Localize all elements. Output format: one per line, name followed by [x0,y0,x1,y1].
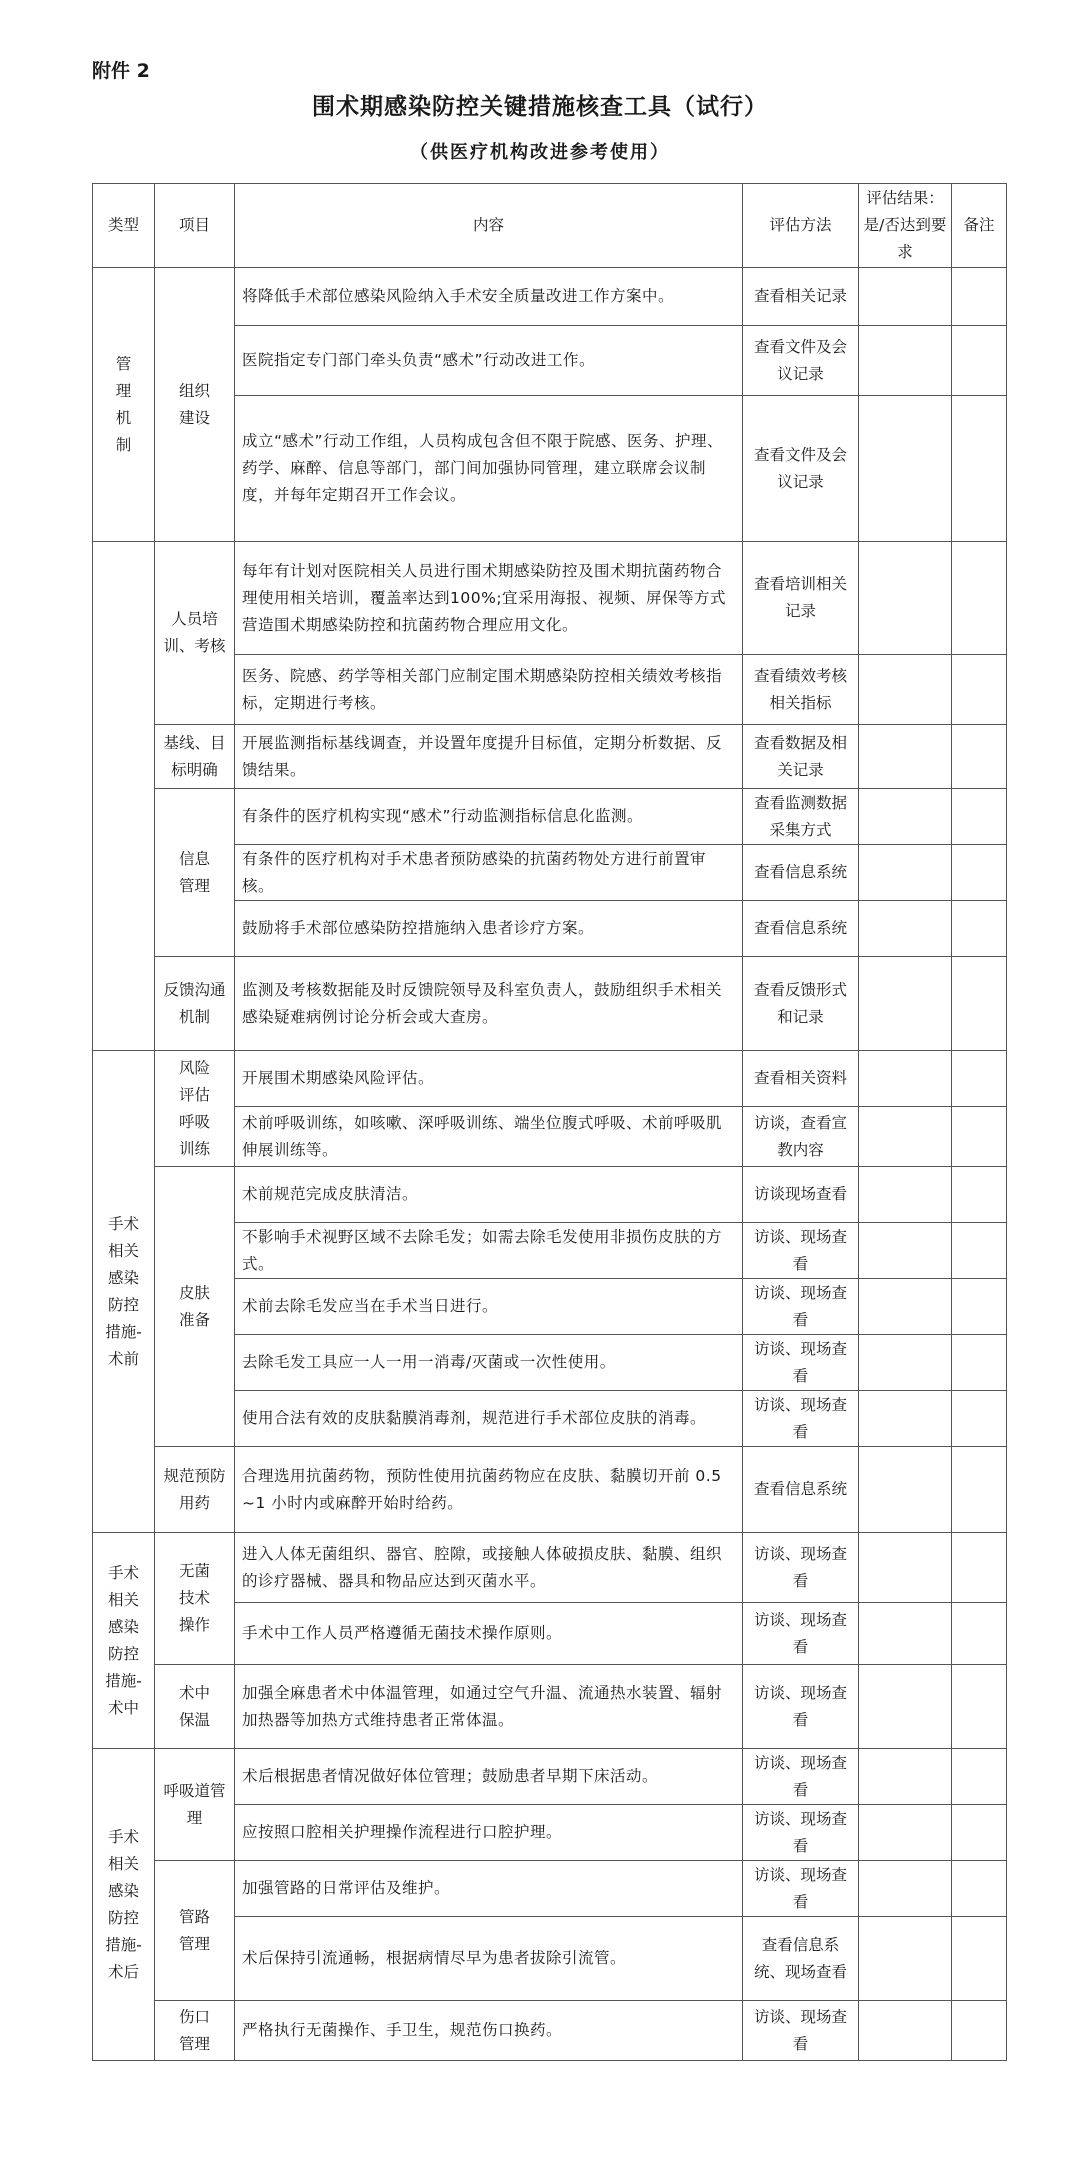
result-cell[interactable] [859,1665,952,1749]
note-cell[interactable] [952,655,1007,725]
table-header-row [93,184,1007,268]
content-cell: 术后根据患者情况做好体位管理；鼓励患者早期下床活动。 [235,1749,743,1805]
note-cell[interactable] [952,1447,1007,1533]
method-cell: 访谈现场查看 [743,1167,859,1223]
header-type: 类型 [93,184,155,268]
content-cell: 有条件的医疗机构实现“感术”行动监测指标信息化监测。 [235,789,743,845]
result-cell[interactable] [859,957,952,1051]
result-cell[interactable] [859,655,952,725]
result-cell[interactable] [859,1223,952,1279]
result-cell[interactable] [859,901,952,957]
result-cell[interactable] [859,1051,952,1107]
table-row [93,1051,1007,1107]
note-cell[interactable] [952,1279,1007,1335]
note-cell[interactable] [952,542,1007,655]
content-cell: 使用合法有效的皮肤黏膜消毒剂，规范进行手术部位皮肤的消毒。 [235,1391,743,1447]
content-cell: 每年有计划对医院相关人员进行围术期感染防控及围术期抗菌药物合理使用相关培训，覆盖率达到100%;宜采用海报、视频、屏保等方式营造围术期感染防控和抗菌药物合理应用文化。 [235,542,743,655]
result-cell[interactable] [859,1335,952,1391]
result-cell[interactable] [859,789,952,845]
method-cell: 查看文件及会议记录 [743,326,859,396]
method-cell: 访谈、现场查看 [743,1861,859,1917]
content-cell: 加强管路的日常评估及维护。 [235,1861,743,1917]
item-cell: 皮肤准备 [155,1167,235,1447]
note-cell[interactable] [952,396,1007,542]
content-cell: 合理选用抗菌药物，预防性使用抗菌药物应在皮肤、黏膜切开前 0.5~1 小时内或麻醉开始时给药。 [235,1447,743,1533]
header-result: 评估结果：是/否达到要求 [859,184,952,268]
table-row [93,1665,1007,1749]
method-cell: 访谈、现场查看 [743,1665,859,1749]
item-cell: 呼吸道管理 [155,1749,235,1861]
method-cell: 查看绩效考核相关指标 [743,655,859,725]
checklist-table [92,183,1007,2061]
result-cell[interactable] [859,396,952,542]
note-cell[interactable] [952,957,1007,1051]
header-item: 项目 [155,184,235,268]
method-cell: 查看监测数据采集方式 [743,789,859,845]
item-cell: 无菌技术操作 [155,1533,235,1665]
method-cell: 访谈、现场查看 [743,1805,859,1861]
content-cell: 医务、院感、药学等相关部门应制定围术期感染防控相关绩效考核指标，定期进行考核。 [235,655,743,725]
method-cell: 查看信息系统 [743,901,859,957]
content-cell: 监测及考核数据能及时反馈院领导及科室负责人，鼓励组织手术相关感染疑难病例讨论分析会或大查房。 [235,957,743,1051]
content-cell: 开展监测指标基线调查，并设置年度提升目标值，定期分析数据、反馈结果。 [235,725,743,789]
note-cell[interactable] [952,1223,1007,1279]
item-cell: 信息管理 [155,789,235,957]
method-cell: 查看信息系统 [743,1447,859,1533]
note-cell[interactable] [952,326,1007,396]
note-cell[interactable] [952,1533,1007,1603]
header-content: 内容 [235,184,743,268]
item-cell: 术中保温 [155,1665,235,1749]
table-row [93,2001,1007,2061]
item-label: 风险评估 [178,1058,210,1104]
note-cell[interactable] [952,1917,1007,2001]
note-cell[interactable] [952,1861,1007,1917]
note-cell[interactable] [952,1665,1007,1749]
method-cell: 查看反馈形式和记录 [743,957,859,1051]
content-cell: 术前规范完成皮肤清洁。 [235,1167,743,1223]
content-cell: 术前呼吸训练，如咳嗽、深呼吸训练、端坐位腹式呼吸、术前呼吸肌伸展训练等。 [235,1107,743,1167]
result-cell[interactable] [859,542,952,655]
method-cell: 访谈、现场查看 [743,1279,859,1335]
item-cell [155,1051,235,1167]
result-cell[interactable] [859,1391,952,1447]
method-cell: 查看培训相关记录 [743,542,859,655]
document-subtitle: （供医疗机构改进参考使用） [410,142,670,163]
result-cell[interactable] [859,1279,952,1335]
table-row [93,957,1007,1051]
note-cell[interactable] [952,789,1007,845]
note-cell[interactable] [952,1107,1007,1167]
result-cell[interactable] [859,845,952,901]
note-cell[interactable] [952,2001,1007,2061]
table-row [93,542,1007,655]
method-cell: 访谈，查看宣教内容 [743,1107,859,1167]
content-cell: 应按照口腔相关护理操作流程进行口腔护理。 [235,1805,743,1861]
method-cell: 访谈、现场查看 [743,2001,859,2061]
note-cell[interactable] [952,1051,1007,1107]
content-cell: 术前去除毛发应当在手术当日进行。 [235,1279,743,1335]
table-row [93,1749,1007,1805]
category-cell: 手术相关感染防控措施-术中 [93,1533,155,1749]
content-cell: 开展围术期感染风险评估。 [235,1051,743,1107]
result-cell[interactable] [859,1749,952,1805]
method-cell: 访谈、现场查看 [743,1603,859,1665]
result-cell[interactable] [859,326,952,396]
note-cell[interactable] [952,1335,1007,1391]
item-cell: 伤口管理 [155,2001,235,2061]
note-cell[interactable] [952,1805,1007,1861]
attachment-label: 附件 2 [92,60,150,82]
item-cell: 人员培训、考核 [155,542,235,725]
note-cell[interactable] [952,725,1007,789]
item-cell: 反馈沟通机制 [155,957,235,1051]
category-cell: 手术相关感染防控措施-术后 [93,1749,155,2061]
method-cell: 访谈、现场查看 [743,1335,859,1391]
result-cell[interactable] [859,1861,952,1917]
result-cell[interactable] [859,268,952,326]
result-cell[interactable] [859,725,952,789]
result-cell[interactable] [859,1533,952,1603]
item-label: 呼吸训练 [178,1112,210,1158]
result-cell[interactable] [859,1603,952,1665]
table-row [93,789,1007,845]
result-cell[interactable] [859,1447,952,1533]
method-cell: 访谈、现场查看 [743,1749,859,1805]
content-cell: 手术中工作人员严格遵循无菌技术操作原则。 [235,1603,743,1665]
note-cell[interactable] [952,901,1007,957]
content-cell: 鼓励将手术部位感染防控措施纳入患者诊疗方案。 [235,901,743,957]
table-row [93,1533,1007,1603]
content-cell: 不影响手术视野区域不去除毛发；如需去除毛发使用非损伤皮肤的方式。 [235,1223,743,1279]
result-cell[interactable] [859,2001,952,2061]
method-cell: 查看相关记录 [743,268,859,326]
table-row [93,1861,1007,1917]
note-cell[interactable] [952,1391,1007,1447]
item-cell: 基线、目标明确 [155,725,235,789]
category-cell-empty [93,542,155,1051]
note-cell[interactable] [952,1603,1007,1665]
method-cell: 查看文件及会议记录 [743,396,859,542]
table-row [93,1167,1007,1223]
note-cell[interactable] [952,1749,1007,1805]
result-cell[interactable] [859,1805,952,1861]
table-row [93,725,1007,789]
item-cell: 组织建设 [155,268,235,542]
method-cell: 访谈、现场查看 [743,1533,859,1603]
item-cell: 规范预防用药 [155,1447,235,1533]
header-note: 备注 [952,184,1007,268]
content-cell: 成立“感术”行动工作组，人员构成包含但不限于院感、医务、护理、药学、麻醉、信息等部门，部门间加强协同管理，建立联席会议制度，并每年定期召开工作会议。 [235,396,743,542]
method-cell: 访谈、现场查看 [743,1391,859,1447]
content-cell: 去除毛发工具应一人一用一消毒/灭菌或一次性使用。 [235,1335,743,1391]
note-cell[interactable] [952,845,1007,901]
header-method: 评估方法 [743,184,859,268]
note-cell[interactable] [952,268,1007,326]
category-cell: 管理机制 [93,268,155,542]
document-title: 围术期感染防控关键措施核查工具（试行） [312,94,768,120]
method-cell: 访谈、现场查看 [743,1223,859,1279]
content-cell: 进入人体无菌组织、器官、腔隙，或接触人体破损皮肤、黏膜、组织的诊疗器械、器具和物品应达到灭菌水平。 [235,1533,743,1603]
category-cell: 手术相关感染防控措施-术前 [93,1051,155,1533]
note-cell[interactable] [952,1167,1007,1223]
content-cell: 术后保持引流通畅，根据病情尽早为患者拔除引流管。 [235,1917,743,2001]
content-cell: 加强全麻患者术中体温管理，如通过空气升温、流通热水装置、辐射加热器等加热方式维持患者正常体温。 [235,1665,743,1749]
result-cell[interactable] [859,1917,952,2001]
table-row [93,1447,1007,1533]
result-cell[interactable] [859,1167,952,1223]
content-cell: 将降低手术部位感染风险纳入手术安全质量改进工作方案中。 [235,268,743,326]
method-cell: 查看信息系统、现场查看 [743,1917,859,2001]
result-cell[interactable] [859,1107,952,1167]
method-cell: 查看信息系统 [743,845,859,901]
table-row [93,268,1007,326]
content-cell: 有条件的医疗机构对手术患者预防感染的抗菌药物处方进行前置审核。 [235,845,743,901]
content-cell: 医院指定专门部门牵头负责“感术”行动改进工作。 [235,326,743,396]
method-cell: 查看数据及相关记录 [743,725,859,789]
item-cell: 管路管理 [155,1861,235,2001]
method-cell: 查看相关资料 [743,1051,859,1107]
content-cell: 严格执行无菌操作、手卫生，规范伤口换药。 [235,2001,743,2061]
